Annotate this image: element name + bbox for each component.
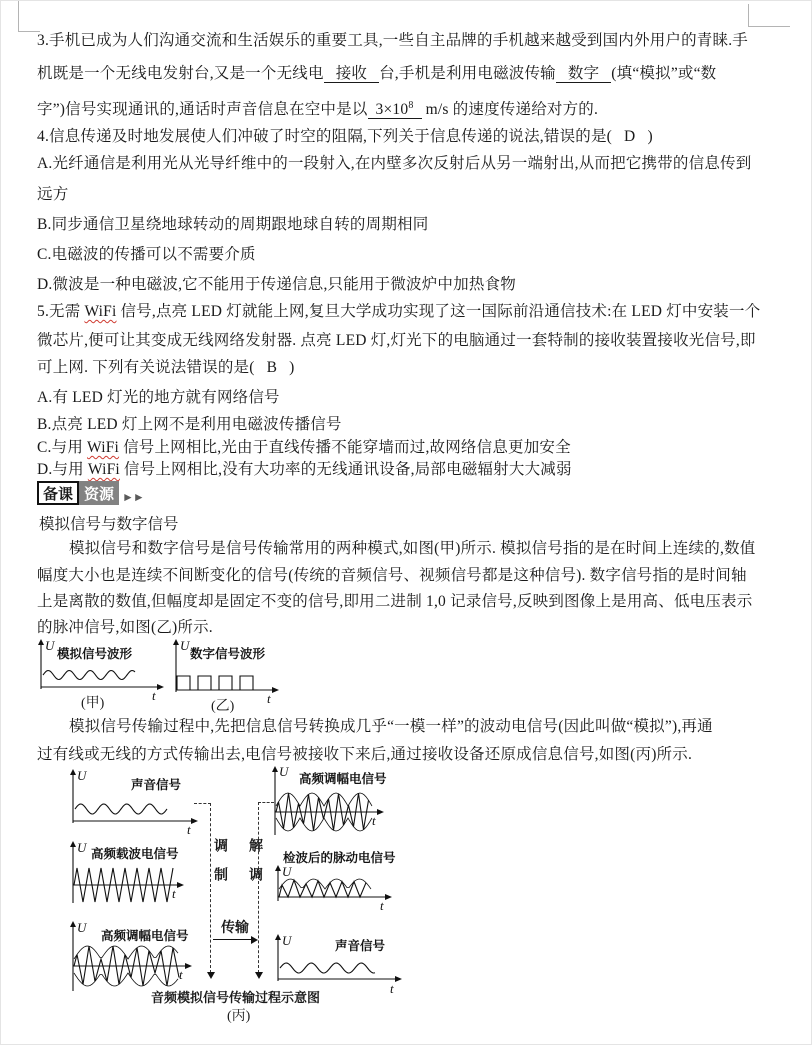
q5-option-a: A.有 LED 灯光的地方就有网络信号 [37,389,280,406]
t-axis-arrow-icon [395,976,402,982]
u-axis-label: U [77,840,87,855]
t-axis-arrow-icon [185,963,192,969]
t-axis-label: t [372,813,376,828]
t-axis-label: t [172,886,176,901]
sound-top-label: 声音信号 [131,778,182,792]
figc-sound-top-plot [61,767,211,839]
demodulate-label: 解调 [248,838,264,896]
resource-paragraph1-line3: 上是离散的数值,但幅度却是固定不变的信号,即用二进制 1,0 记录信号,反映到图像上是用高、低电压表示 [37,593,753,610]
q3-line1: 3.手机已成为人们沟通交流和生活娱乐的重要工具,一些自主品牌的手机越来越受到国内外用户的青睐.手 [37,32,748,49]
u-axis-arrow-icon [275,865,281,871]
q3-line3 [37,96,598,120]
t-axis-arrow-icon [272,687,279,693]
q5-wifi-word-2: WiFi [87,439,120,456]
q5-line2: 微芯片,便可让其变成无线网络发射器. 点亮 LED 灯,灯光下的电脑通过一套特制的接收装置接收光信号,即 [37,332,756,349]
u-axis-label: U [77,768,87,783]
figure-yi-caption: (乙) [211,699,235,714]
q4-option-a-line2: 远方 [37,186,69,203]
u-axis-arrow-icon [272,766,278,772]
q5-line3 [37,358,295,378]
u-axis-label: U [180,638,190,653]
resource-paragraph1-line4: 的脉冲信号,如图(乙)所示. [37,619,213,636]
q5-option-c [37,438,571,458]
q5-option-c-text-a: C.与用 [37,439,84,456]
figc-am-left-plot [61,919,201,997]
q3-line3-text-b: 的速度传递给对方的. [452,101,599,119]
t-axis-label: t [267,691,271,705]
q3-speed-exponent: 8 [408,100,414,111]
q5-option-b: B.点亮 LED 灯上网不是利用电磁波传播信号 [37,416,342,433]
transmit-arrow-line [213,939,253,940]
q5-line1-text-a: 5.无需 [37,303,81,320]
q4-option-a-line1: A.光纤通信是利用光从光导纤维中的一段射入,在内壁多次反射后从另一端射出,从而把它携带的信息传到 [37,155,752,172]
q4-close-paren: ) [647,128,653,145]
q3-line2-text-a: 机既是一个无线电发射台,又是一个无线电 [37,65,324,82]
u-axis-label: U [279,765,289,779]
q5-option-d-text-a: D.与用 [37,461,84,478]
transmit-label: 传输 [221,919,249,935]
u-axis-arrow-icon [173,639,179,645]
q5-answer: B [266,359,278,376]
figure-bing-caption: (丙) [227,1009,251,1024]
q5-wifi-word-3: WiFi [87,461,120,478]
q4-option-d: D.微波是一种电磁波,它不能用于传递信息,只能用于微波炉中加热食物 [37,276,516,293]
figure-bing-title: 音频模拟信号传输过程示意图 [151,990,321,1005]
t-axis-arrow-icon [157,684,164,690]
transmit-arrow-icon [251,936,258,944]
q3-speed-unit: m/s [425,101,449,119]
resource-badge-left: 备课 [37,481,79,505]
dashed-connector-left [194,803,211,804]
analog-waveform-label: 模拟信号波形 [57,647,133,661]
figc-detected-plot [263,847,403,911]
digital-wave [177,676,253,690]
u-axis-label: U [282,933,292,948]
t-axis-arrow-icon [191,818,198,824]
q5-option-d [37,460,572,480]
u-axis-label: U [45,638,55,653]
t-axis-label: t [179,967,183,982]
t-axis-label: t [380,898,384,911]
resource-paragraph1-line1: 模拟信号和数字信号是信号传输常用的两种模式,如图(甲)所示. 模拟信号指的是在时间上连续的,数值 [69,540,756,557]
digital-waveform-label: 数字信号波形 [190,647,266,661]
q3-line2-text-c: (填“模拟”或“数 [611,65,717,82]
t-axis-arrow-icon [177,882,184,888]
detected-label: 检波后的脉动电信号 [283,851,396,865]
t-axis-label: t [390,981,394,996]
sound-bottom-wave [280,963,375,973]
q4-answer: D [624,128,636,145]
resource-badge [37,481,144,505]
q3-line2 [37,64,716,84]
q3-blank-answer-3 [368,101,422,119]
resource-paragraph2-line2: 过有线或无线的方式传输出去,电信号被接收下来后,通过接收设备还原成信息信号,如图(丙)所示. [37,746,693,763]
down-arrow-icon-left [207,972,215,979]
t-axis-label: t [152,688,156,701]
q3-speed-value: 3×10 [375,101,409,119]
am-right-label: 高频调幅电信号 [299,772,387,786]
am-right-envelope-bottom [276,818,372,831]
q3-blank-answer-2: 数字 [556,65,611,83]
figc-carrier-plot [61,839,196,909]
down-arrow-icon-right [255,972,263,979]
sound-top-wave [75,804,167,814]
q5-line1 [37,302,760,322]
figure-jia-caption: (甲) [81,696,105,711]
carrier-label: 高频载波电信号 [91,847,179,861]
resource-paragraph2-line1: 模拟信号传输过程中,先把信息信号转换成几乎“一模一样”的波动电信号(因此叫做“模拟”),再通 [69,718,713,735]
q5-stem-text: 可上网. 下列有关说法错误的是( [37,359,255,376]
q3-line2-text-b: 台,手机是利用电磁波传输 [379,65,556,82]
u-axis-arrow-icon [70,921,76,927]
q5-option-c-text-b: 信号上网相比,光由于直线传播不能穿墙而过,故网络信息更加安全 [123,439,571,456]
q3-line3-text-a: 字”)信号实现通讯的,通话时声音信息在空中是以 [37,101,368,119]
u-axis-arrow-icon [70,841,76,847]
q4-stem [37,127,653,147]
t-axis-label: t [187,822,191,837]
u-axis-label: U [77,920,87,935]
margin-corner-mark-top-left [18,1,40,32]
resource-badge-right: 资源 [79,481,119,505]
q5-line1-text-b: 信号,点亮 LED 灯就能上网,复旦大学成功实现了这一国际前沿通信技术:在 LED 灯中安装一个 [120,303,761,320]
q5-wifi-word-1: WiFi [84,303,117,320]
t-axis-arrow-icon [385,894,392,900]
u-axis-arrow-icon [38,639,44,645]
u-axis-arrow-icon [70,769,76,775]
q3-blank-answer-1: 接收 [324,65,379,83]
q4-stem-text: 4.信息传递及时地发展使人们冲破了时空的阻隔,下列关于信息传递的说法,错误的是( [37,128,613,145]
margin-corner-mark-top-right [748,4,790,27]
am-left-envelope-bottom [74,973,178,986]
resource-paragraph1-line2: 幅度大小也是连续不间断变化的信号(传统的音频信号、视频信号都是这种信号). 数字信号指的是时间轴 [37,567,747,584]
u-axis-label: U [282,864,292,879]
q5-option-d-text-b: 信号上网相比,没有大功率的无线通讯设备,局部电磁辐射大大减弱 [123,461,572,478]
analog-wave [43,671,135,680]
resource-title: 模拟信号与数字信号 [39,516,179,533]
q4-option-b: B.同步通信卫星绕地球转动的周期跟地球自转的周期相同 [37,216,429,233]
am-left-label: 高频调幅电信号 [101,929,189,943]
q5-close-paren: ) [289,359,295,376]
sound-bottom-label: 声音信号 [335,939,386,953]
badge-arrows-icon: ►► [122,490,144,504]
figc-am-right-plot [263,765,398,839]
u-axis-arrow-icon [275,934,281,940]
t-axis-arrow-icon [377,809,384,815]
modulate-label: 调制 [213,838,229,896]
q4-option-c: C.电磁波的传播可以不需要介质 [37,246,256,263]
